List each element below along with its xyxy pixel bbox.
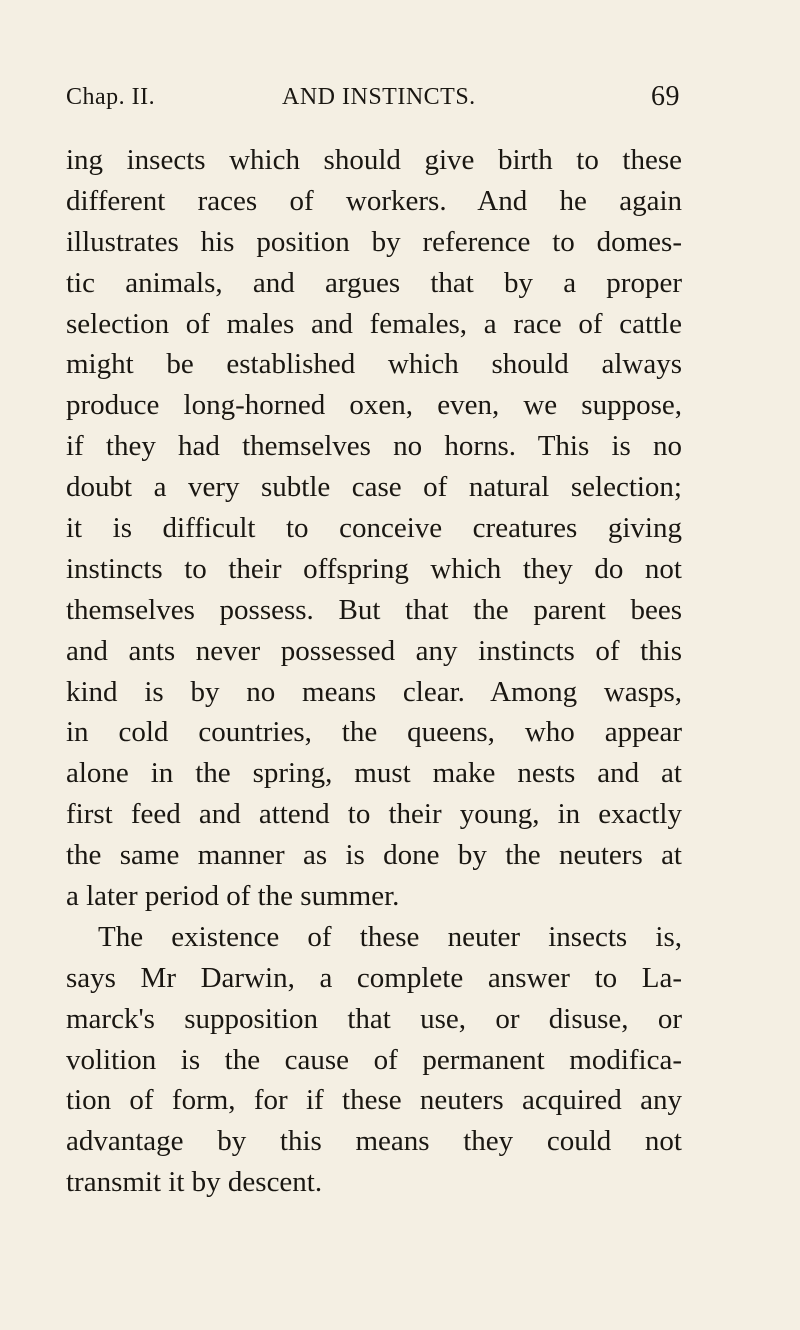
- page-number: 69: [651, 81, 680, 112]
- text-line: different races of workers. And he again: [66, 184, 682, 217]
- text-line: marck's supposition that use, or disuse, or: [66, 1002, 682, 1035]
- chapter-label: Chap. II.: [66, 84, 156, 110]
- text-line: alone in the spring, must make nests and at: [66, 757, 682, 790]
- text-line: first feed and attend to their young, in exactly: [66, 798, 682, 831]
- text-line: illustrates his position by reference to domes-: [66, 225, 682, 258]
- text-line: selection of males and females, a race of cattle: [66, 307, 682, 340]
- text-line: tion of form, for if these neuters acquired any: [66, 1084, 682, 1117]
- text-line: it is difficult to conceive creatures giving: [66, 512, 682, 545]
- text-line: instincts to their offspring which they do not: [66, 552, 682, 585]
- text-line: advantage by this means they could not: [66, 1125, 682, 1158]
- text-line: kind is by no means clear. Among wasps,: [66, 675, 682, 708]
- text-line: if they had themselves no horns. This is no: [66, 430, 682, 463]
- text-line: doubt a very subtle case of natural selection;: [66, 471, 682, 504]
- text-line: produce long-horned oxen, even, we suppose,: [66, 389, 682, 422]
- text-line: ing insects which should give birth to these: [66, 144, 682, 176]
- text-line: tic animals, and argues that by a proper: [66, 266, 682, 299]
- running-title: AND INSTINCTS.: [282, 84, 476, 110]
- text-line: and ants never possessed any instincts of this: [66, 634, 682, 667]
- text-line: transmit it by descent.: [66, 1166, 323, 1199]
- text-line: says Mr Darwin, a complete answer to La-: [66, 961, 682, 994]
- text-line: the same manner as is done by the neuters at: [66, 839, 682, 872]
- body-text: [66, 140, 682, 1203]
- text-line: a later period of the summer.: [66, 880, 400, 913]
- text-line: might be established which should always: [66, 348, 682, 381]
- text-line: themselves possess. But that the parent bees: [66, 593, 682, 626]
- text-line: in cold countries, the queens, who appear: [66, 716, 682, 749]
- text-line: volition is the cause of permanent modifica-: [66, 1043, 682, 1076]
- text-line: The existence of these neuter insects is,: [98, 920, 682, 953]
- running-head: [66, 81, 680, 118]
